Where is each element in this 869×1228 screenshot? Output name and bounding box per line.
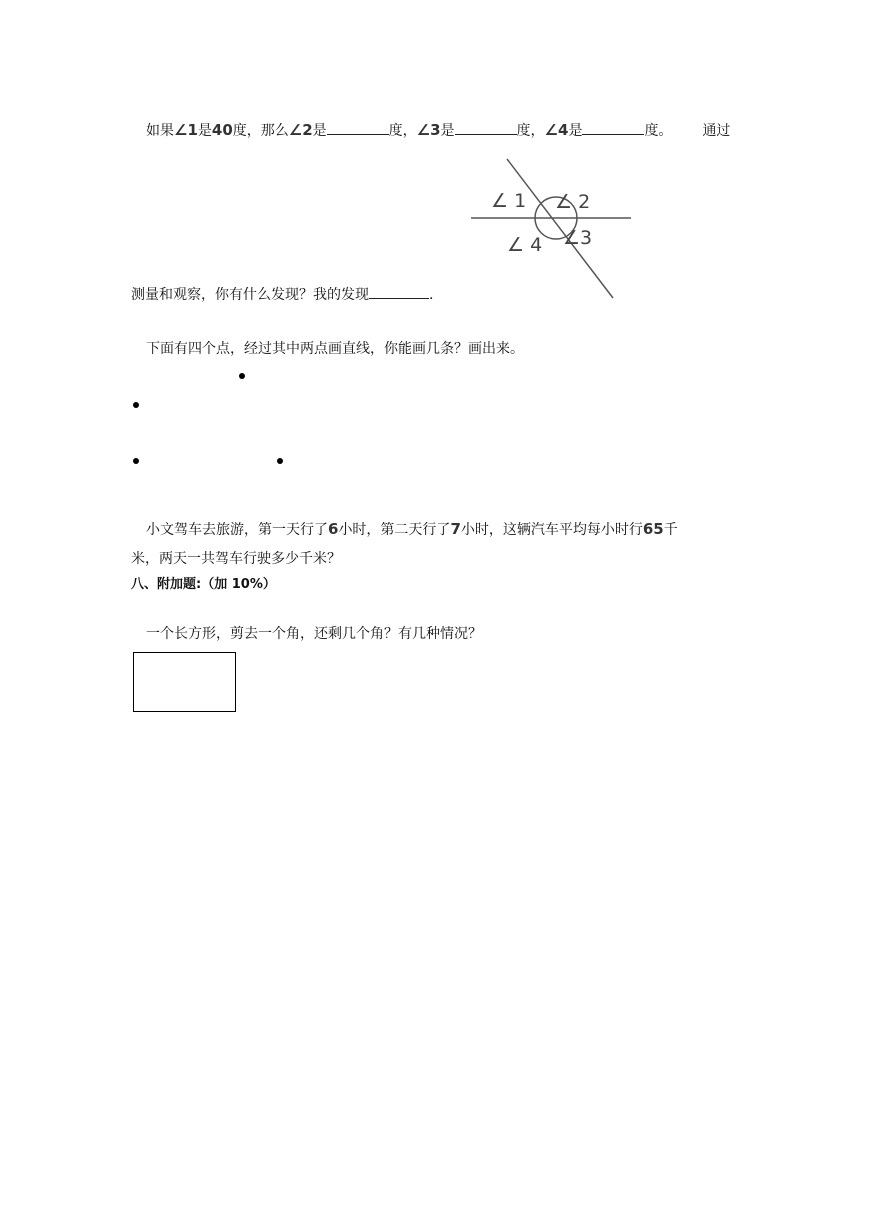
q1-text-period: . [429,287,434,303]
angle-1-label: ∠1 [174,121,198,139]
diagram-angle-1: ∠ 1 [491,190,527,212]
q1-text-is-4: 是 [568,123,583,139]
value-40: 40 [211,121,233,139]
point-dot[interactable] [277,458,283,464]
q4-text: 一个长方形，剪去一个角，还剩几个角？有几种情况？ [146,626,482,642]
q1-text-is-3: 是 [440,123,455,139]
intersecting-lines-diagram [465,155,645,305]
answer-blank-discovery[interactable] [369,284,429,299]
q4-line [146,624,482,644]
q1-text-then: 度，那么 [232,123,289,139]
q3-text-5: 米，两天一共驾车行驶多少千米？ [131,551,341,567]
q3-line1 [146,519,678,540]
diagram-angle-2: ∠ 2 [555,191,591,213]
section-heading [131,575,276,595]
q1-text-degree-4: 度。 [644,123,673,139]
angle-3-label: ∠3 [416,121,441,139]
value-65: 65 [642,520,664,538]
q3-text-3: 小时，这辆汽车平均每小时行 [460,522,643,538]
q2-text: 下面有四个点，经过其中两点画直线，你能画几条？画出来。 [146,341,524,357]
q1-text-observe: 测量和观察，你有什么发现？我的发现 [131,287,369,303]
point-dot[interactable] [133,458,139,464]
q3-line2 [131,549,341,569]
answer-blank-angle3[interactable] [455,120,517,135]
angle-4-label: ∠4 [544,121,569,139]
q3-text-2: 小时，第二天行了 [338,522,451,538]
q1-text-through: 通过 [702,123,731,139]
value-6: 6 [328,520,339,538]
section-heading-text: 八、附加题:（加 10%） [131,577,276,592]
q3-text-1: 小文驾车去旅游，第一天行了 [146,522,328,538]
q1-line2 [131,284,433,305]
diagram-angle-4: ∠ 4 [507,234,543,256]
point-dot[interactable] [133,402,139,408]
diagram-angle-3: ∠3 [563,227,593,249]
q1-text-is-2: 是 [312,123,327,139]
answer-blank-angle2[interactable] [327,120,389,135]
q1-text-degree-3: 度， [516,123,545,139]
answer-blank-angle4[interactable] [582,120,644,135]
q3-text-4: 千 [663,522,678,538]
q1-line1 [146,120,730,141]
q1-text-if: 如果 [146,123,174,139]
q1-text-is: 是 [197,123,212,139]
value-7: 7 [450,520,461,538]
q1-text-degree-2: 度， [388,123,417,139]
rectangle-figure [133,652,236,712]
slanted-line [507,159,613,298]
angle-2-label: ∠2 [288,121,313,139]
q2-line [146,339,524,359]
point-dot[interactable] [239,373,245,379]
